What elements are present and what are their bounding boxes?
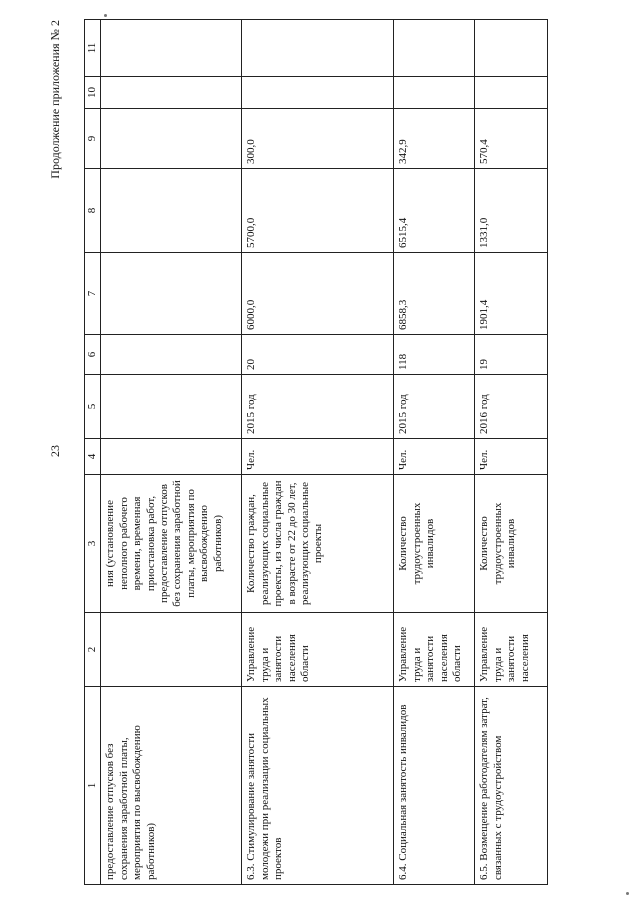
column-10-value <box>101 77 242 109</box>
column-11-value <box>101 20 242 77</box>
column-10-value <box>242 77 394 109</box>
header-cell-2: 2 <box>85 613 101 687</box>
total-amount: 6000,0 <box>242 253 394 335</box>
total-amount <box>101 253 242 335</box>
appendix-continuation-note: Продолжение приложения № 2 <box>48 20 62 179</box>
period <box>101 375 242 439</box>
header-cell-4: 4 <box>85 439 101 475</box>
scan-speck <box>104 14 107 17</box>
federal-amount: 1331,0 <box>475 169 548 253</box>
unit: Чел. <box>475 439 548 475</box>
indicator: ния (установление неполного рабочего времени, временная приостановка работ, предоставление отпусков без сохранения заработной платы, мероприятия по высвобождению работников) <box>101 475 242 613</box>
regional-amount: 342,9 <box>394 109 475 169</box>
column-number-row <box>85 20 101 885</box>
column-10-value <box>394 77 475 109</box>
federal-amount: 6515,4 <box>394 169 475 253</box>
period: 2016 год <box>475 375 548 439</box>
period: 2015 год <box>394 375 475 439</box>
executor: Управление труда и занятости населения области <box>242 613 394 687</box>
indicator-value <box>101 335 242 375</box>
regional-amount <box>101 109 242 169</box>
indicator: Количество трудоустроенных инвалидов <box>475 475 548 613</box>
column-11-value <box>242 20 394 77</box>
table-row <box>394 20 475 885</box>
measure-name: 6.3. Стимулирование занятости молодежи при реализации социальных проектов <box>242 687 394 885</box>
measure-name: 6.4. Социальная занятость инвалидов <box>394 687 475 885</box>
column-11-value <box>394 20 475 77</box>
indicator: Количество трудоустроенных инвалидов <box>394 475 475 613</box>
regional-amount: 570,4 <box>475 109 548 169</box>
federal-amount: 5700,0 <box>242 169 394 253</box>
table-row <box>475 20 548 885</box>
executor <box>101 613 242 687</box>
table-row <box>242 20 394 885</box>
program-measures-table <box>84 19 548 885</box>
header-cell-5: 5 <box>85 375 101 439</box>
total-amount: 6858,3 <box>394 253 475 335</box>
unit <box>101 439 242 475</box>
header-cell-1: 1 <box>85 687 101 885</box>
table-row <box>101 20 242 885</box>
column-10-value <box>475 77 548 109</box>
header-cell-8: 8 <box>85 169 101 253</box>
header-cell-7: 7 <box>85 253 101 335</box>
period: 2015 год <box>242 375 394 439</box>
page-number: 23 <box>48 445 62 457</box>
rotated-page <box>48 20 608 885</box>
measure-name: предоставление отпусков без сохранения заработной платы, мероприятия по высвобождению работников) <box>101 687 242 885</box>
indicator-value: 20 <box>242 335 394 375</box>
scan-speck <box>626 892 629 895</box>
measure-name: 6.5. Возмещение работодателям затрат, связанных с трудоустройством <box>475 687 548 885</box>
regional-amount: 300,0 <box>242 109 394 169</box>
indicator: Количество граждан, реализующих социальные проекты, из числа граждан в возрасте от 22 до 30 лет, реализующих социальные проекты <box>242 475 394 613</box>
unit: Чел. <box>242 439 394 475</box>
indicator-value: 118 <box>394 335 475 375</box>
federal-amount <box>101 169 242 253</box>
header-cell-6: 6 <box>85 335 101 375</box>
column-11-value <box>475 20 548 77</box>
header-cell-9: 9 <box>85 109 101 169</box>
total-amount: 1901,4 <box>475 253 548 335</box>
executor: Управление труда и занятости населения <box>475 613 548 687</box>
header-cell-10: 10 <box>85 77 101 109</box>
executor: Управление труда и занятости населения области <box>394 613 475 687</box>
header-cell-11: 11 <box>85 20 101 77</box>
unit: Чел. <box>394 439 475 475</box>
indicator-value: 19 <box>475 335 548 375</box>
header-cell-3: 3 <box>85 475 101 613</box>
